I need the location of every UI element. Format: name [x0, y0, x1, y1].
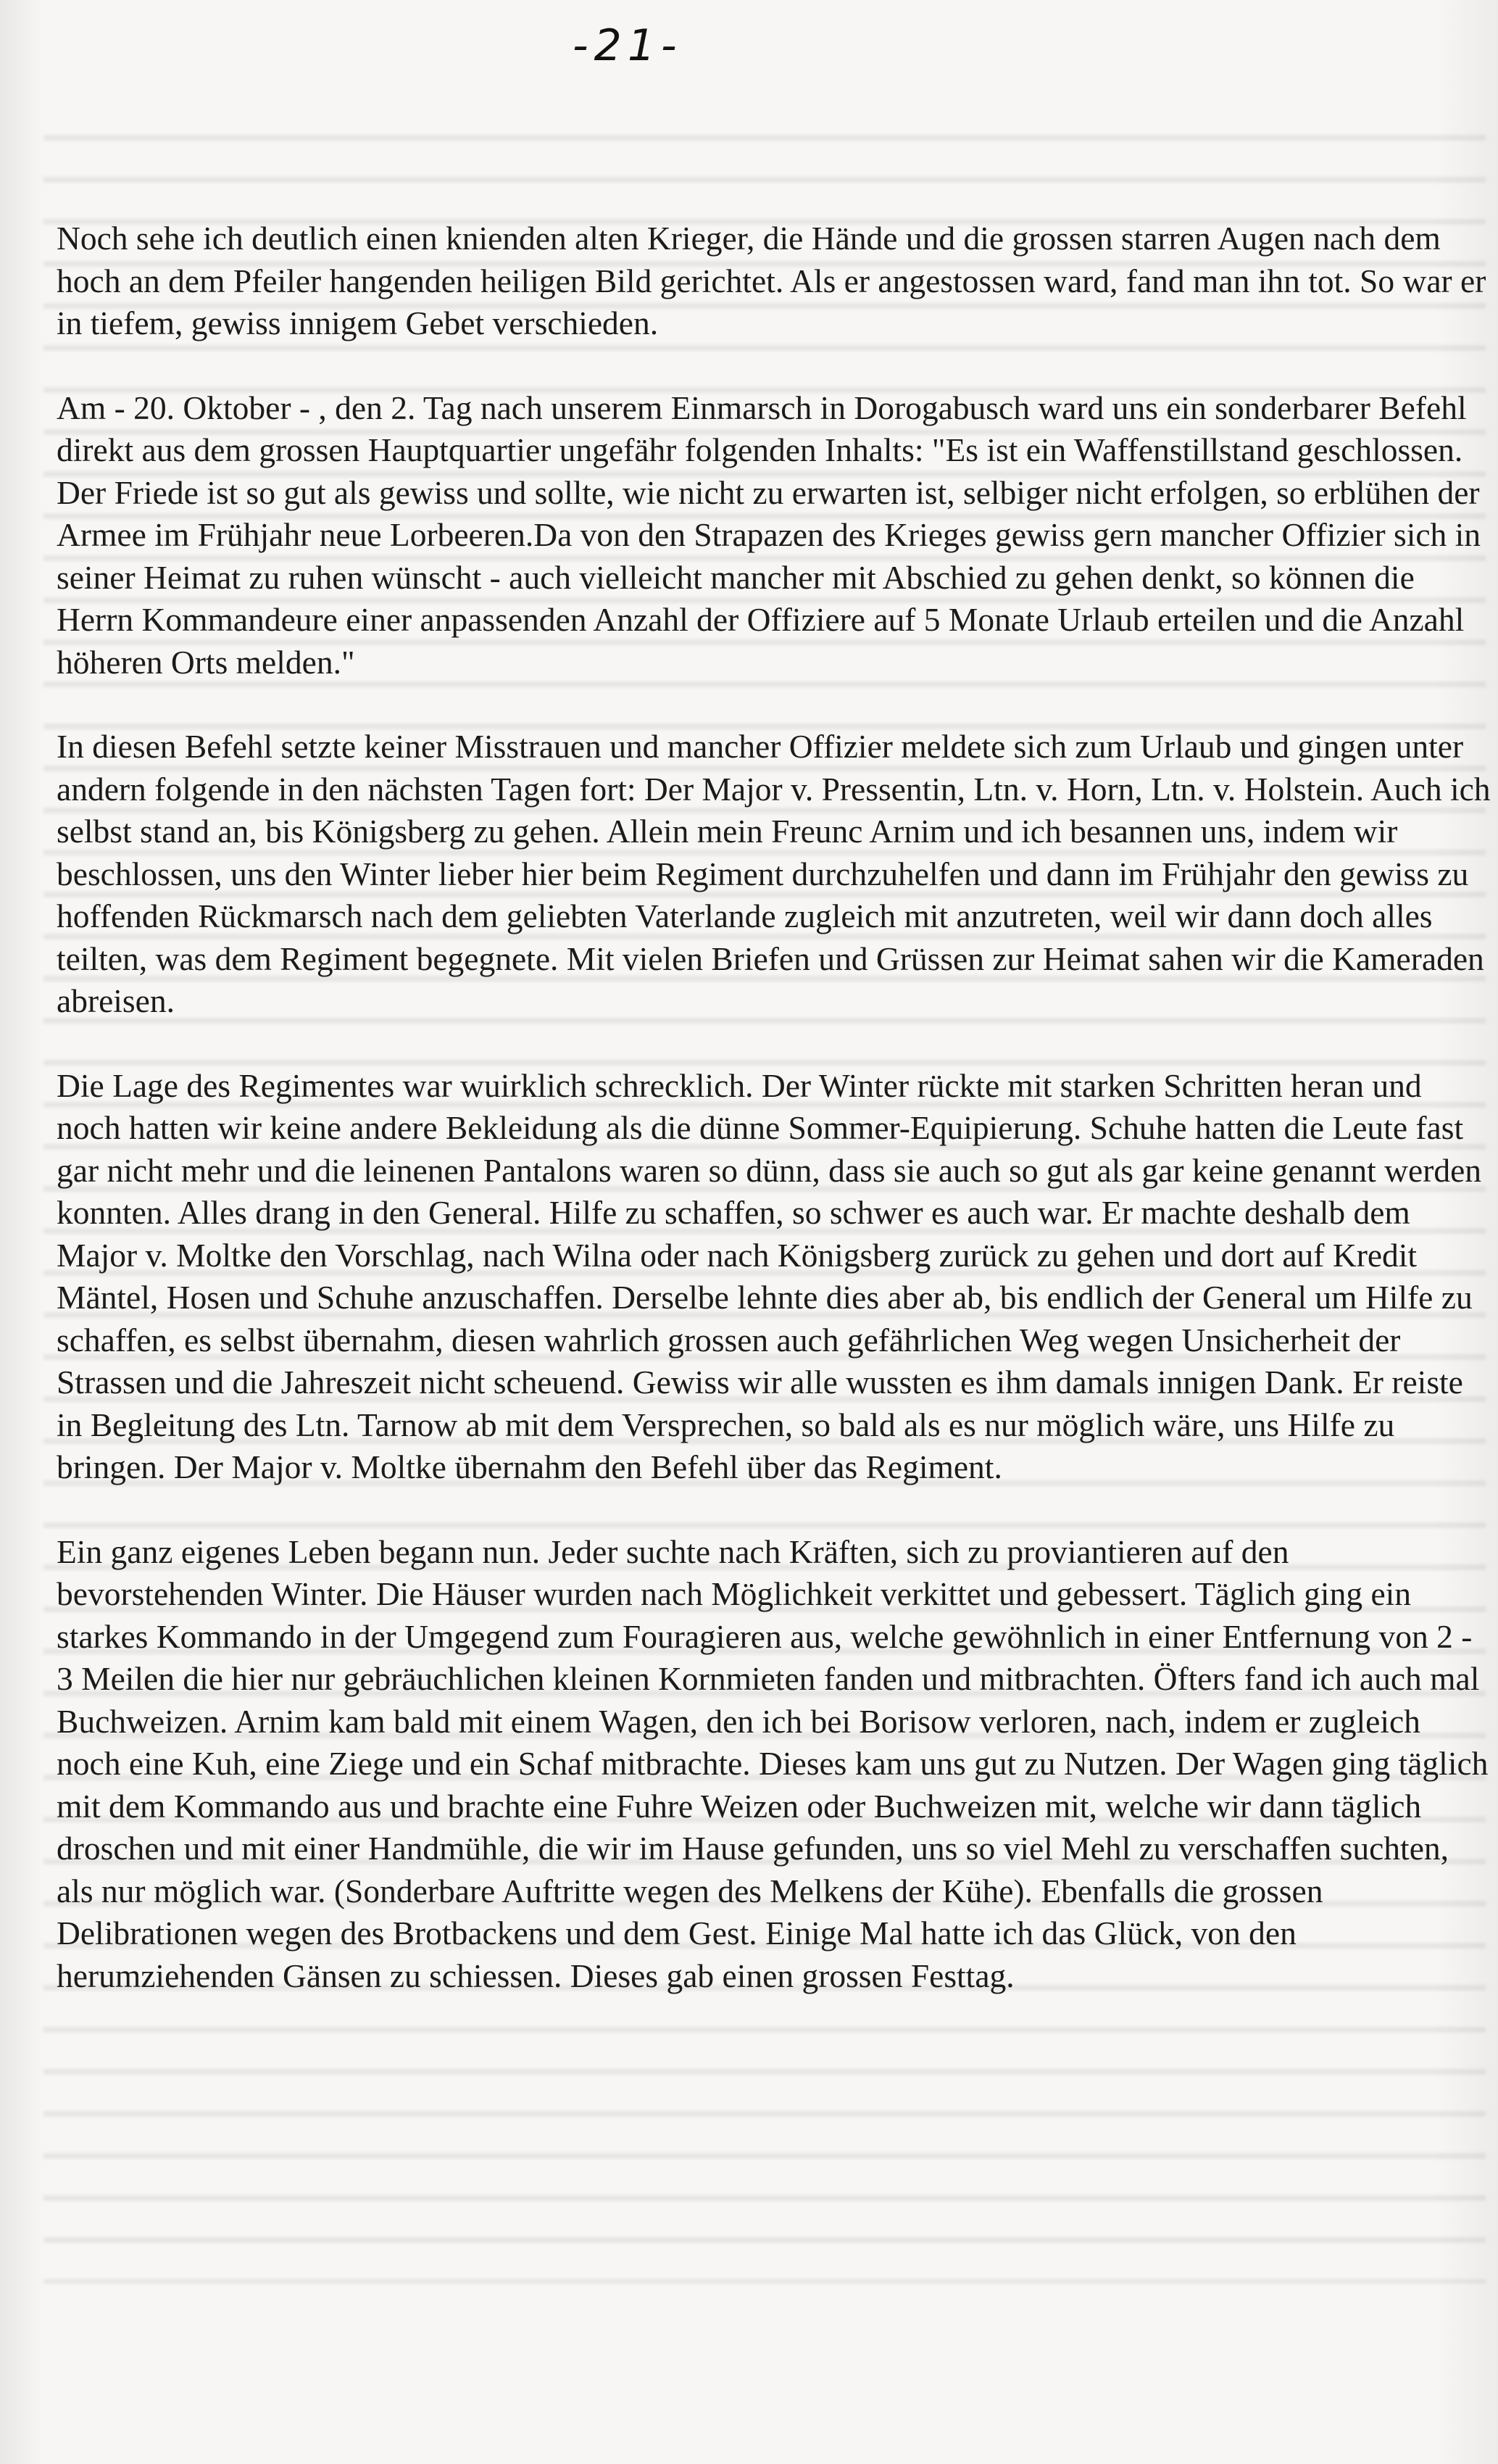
- paragraph-1: Noch sehe ich deutlich einen knienden alten Krieger, die Hände und die grossen starren Augen nach dem hoch an dem Pfeiler hangenden heiligen Bild gerichtet. Als er angestossen ward, fand man ihn tot. So war er in tiefem, gewiss innigem Gebet verschieden.: [57, 220, 1486, 341]
- paragraph-5: Ein ganz eigenes Leben begann nun. Jeder suchte nach Kräften, sich zu proviantieren auf den bevorstehenden Winter. Die Häuser wurden nach Möglichkeit verkittet und gebessert. Täglich ging ein starkes Kommando in der Umgegend zum Fouragieren aus, welche gewöhnlich in einer Entfernung von 2 - 3 Meilen die hier nur gebräuchlichen kleinen Kornmieten fanden und mitbrachten. Öfters fand ich auch mal Buchweizen. Arnim kam bald mit einem Wagen, den ich bei Borisow verloren, nach, indem er zugleich noch eine Kuh, eine Ziege und ein Schaf mitbrachte. Dieses kam uns gut zu Nutzen. Der Wagen ging täglich mit dem Kommando aus und brachte eine Fuhre Weizen oder Buchweizen mit, welche wir dann täglich droschen und mit einer Handmühle, die wir im Hause gefunden, uns so viel Mehl zu verschaffen suchten, als nur möglich war. (Sonderbare Auftritte wegen des Melkens der Kühe). Ebenfalls die grossen Delibrationen wegen des Brotbackens und dem Gest. Einige Mal hatte ich das Glück, von den herumziehenden Gänsen zu schiessen. Dieses gab einen grossen Festtag.: [57, 1532, 1489, 1994]
- paragraph-4: Die Lage des Regimentes war wuirklich schrecklich. Der Winter rückte mit starken Schritten heran und noch hatten wir keine andere Bekleidung als die dünne Sommer-Equipierung. Schuhe hatten die Leute fast gar nicht mehr und die leinenen Pantalons waren so dünn, dass sie auch so gut als gar keine genannt werden konnten. Alles drang in den General. Hilfe zu schaffen, so schwer es auch war. Er machte deshalb dem Major v. Moltke den Vorschlag, nach Wilna oder nach Königsberg zurück zu gehen und dort auf Kredit Mäntel, Hosen und Schuhe anzuschaffen. Derselbe lehnte dies aber ab, bis endlich der General um Hilfe zu schaffen, es selbst übernahm, diesen wahrlich grossen auch gefährlichen Weg wegen Unsicherheit der Strassen und die Jahreszeit nicht scheuend. Gewiss wir alle wussten es ihm damals innigen Dank. Er reiste in Begleitung des Ltn. Tarnow ab mit dem Versprechen, so bald als es nur möglich wäre, uns Hilfe zu bringen. Der Major v. Moltke übernahm den Befehl über das Regiment.: [57, 1066, 1482, 1485]
- paragraph-2: Am - 20. Oktober - , den 2. Tag nach unserem Einmarsch in Dorogabusch ward uns ein sonderbarer Befehl direkt aus dem grossen Hauptquartier ungefähr folgenden Inhalts: "Es ist ein Waffenstillstand geschlossen. Der Friede ist so gut als gewiss und sollte, wie nicht zu erwarten ist, selbiger nicht erfolgen, so erblühen der Armee im Frühjahr neue Lorbeeren.Da von den Strapazen des Krieges gewiss gern mancher Offizier sich in seiner Heimat zu ruhen wünscht - auch vielleicht mancher mit Abschied zu gehen denkt, so können die Herrn Kommandeure einer anpassenden Anzahl der Offiziere auf 5 Monate Urlaub erteilen und die Anzahl höheren Orts melden.": [57, 389, 1481, 681]
- body-text: [57, 217, 1491, 1997]
- paragraph-3: In diesen Befehl setzte keiner Misstrauen und mancher Offizier meldete sich zum Urlaub und gingen unter andern folgende in den nächsten Tagen fort: Der Major v. Pressentin, Ltn. v. Horn, Ltn. v. Holstein. Auch ich selbst stand an, bis Königsberg zu gehen. Allein mein Freunc Arnim und ich besannen uns, indem wir beschlossen, uns den Winter lieber hier beim Regiment durchzuhelfen und dann im Frühjahr den gewiss zu hoffenden Rückmarsch nach dem geliebten Vaterlande zugleich mit anzutreten, weil wir dann doch alles teilten, was dem Regiment begegnete. Mit vielen Briefen und Grüssen zur Heimat sahen wir die Kameraden abreisen.: [57, 728, 1491, 1019]
- page-number: -21-: [573, 20, 683, 71]
